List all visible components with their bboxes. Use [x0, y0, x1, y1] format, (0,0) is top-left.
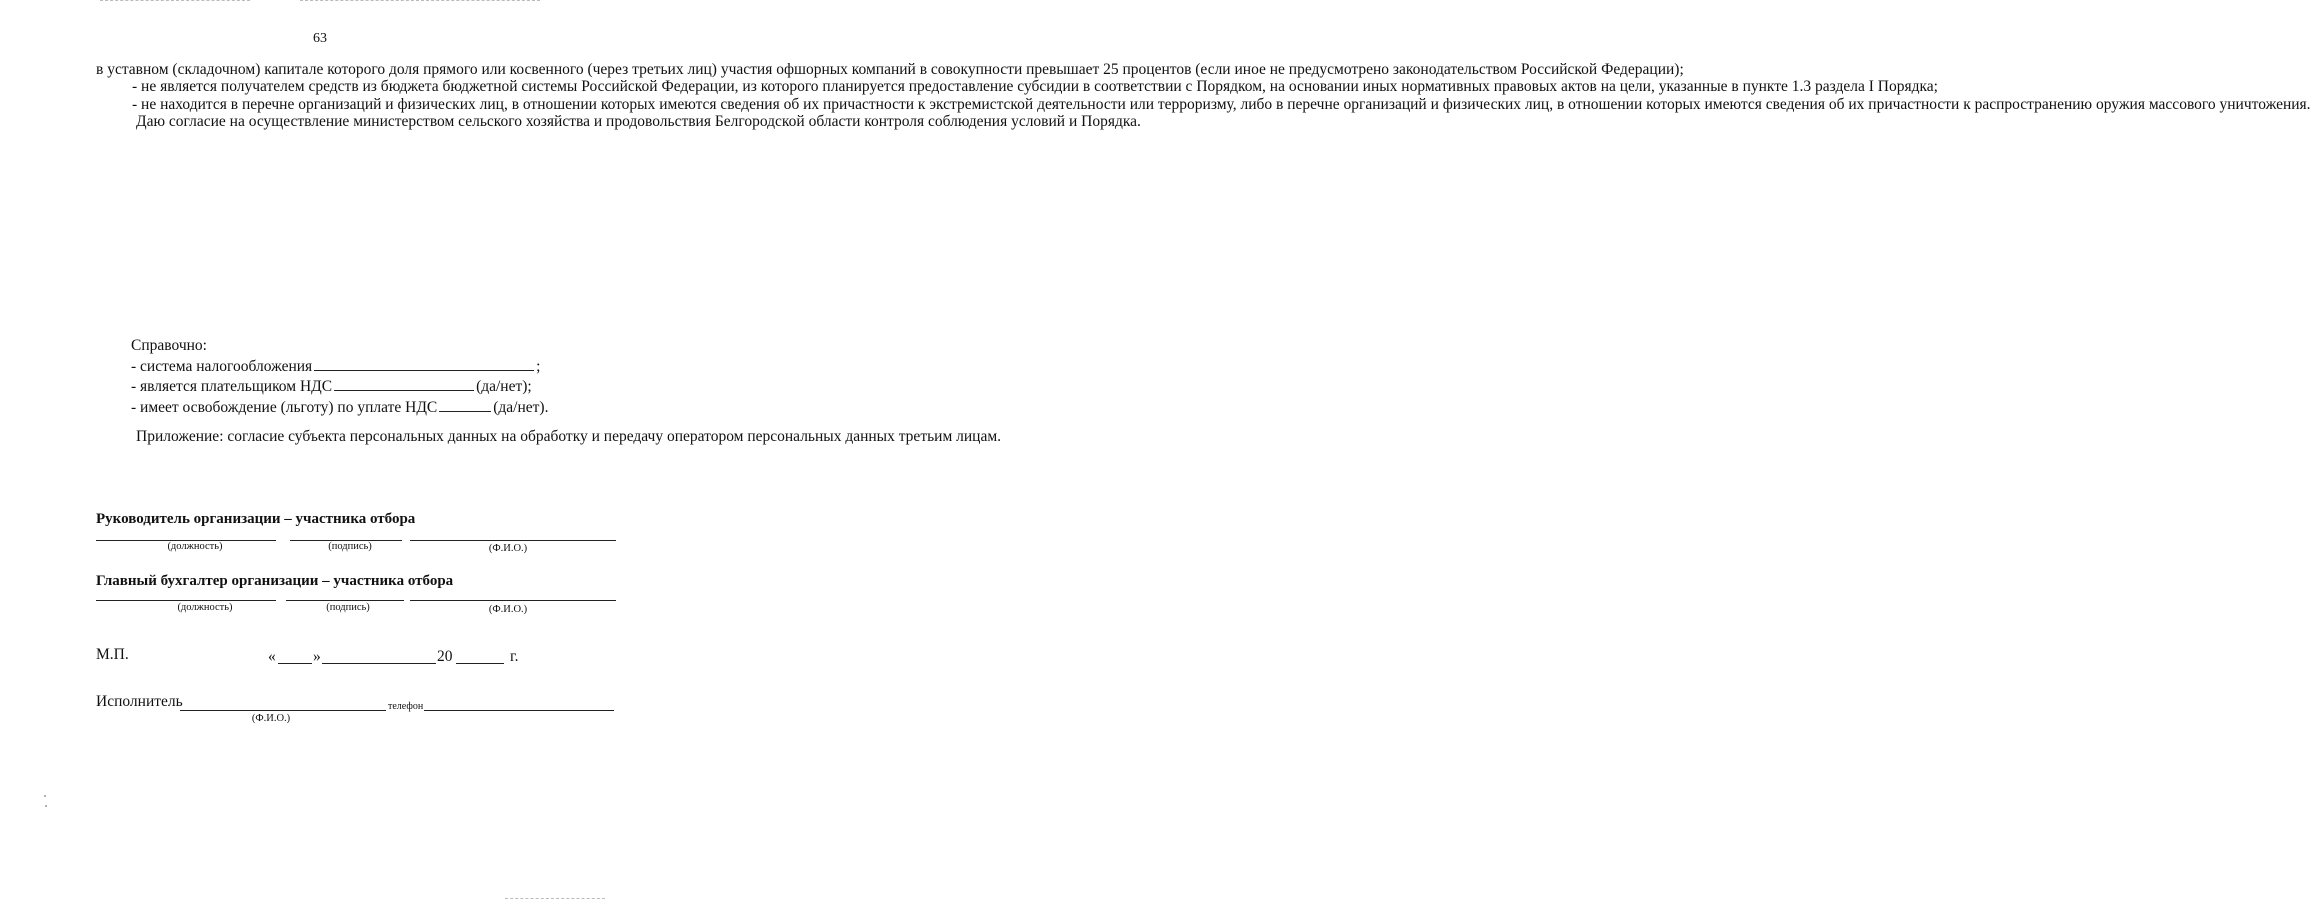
accountant-fio-line[interactable] — [410, 600, 616, 601]
tax-system-field[interactable] — [314, 356, 534, 371]
quote-close: » — [313, 648, 321, 665]
vat-payer-row: - является плательщиком НДС (да/нет); — [131, 378, 532, 396]
head-signature-caption: (подпись) — [328, 541, 372, 552]
date-year-field[interactable] — [456, 663, 504, 664]
vat-exempt-field[interactable] — [439, 397, 491, 412]
scan-edge-mark — [505, 898, 605, 899]
phone-label: телефон — [388, 701, 424, 712]
paragraph: Даю согласие на осуществление министерством сельского хозяйства и продовольствия Белгородской области контроля соблюдения условий и Порядка. — [136, 113, 1141, 131]
accountant-signature-caption: (подпись) — [326, 602, 370, 613]
tax-system-row: - система налогообложения ; — [131, 357, 541, 375]
executor-fio-line[interactable] — [180, 710, 386, 711]
date-day-field[interactable] — [278, 663, 312, 664]
scan-speck — [44, 795, 46, 797]
head-title: Руководитель организации – участника отбора — [96, 511, 416, 527]
vat-payer-field[interactable] — [334, 376, 474, 391]
page-number: 63 — [313, 31, 327, 46]
accountant-position-caption: (должность) — [177, 602, 233, 613]
paragraph: - не является получателем средств из бюджета бюджетной системы Российской Федерации, из которого планируется предоставление субсидии в соответствии с Порядком, на основании иных нормативных правовых актов на цели, указанные в пункте 1.3 раздела I Порядка; — [132, 78, 1938, 96]
year-prefix: 20 — [437, 648, 453, 665]
vat-exempt-row: - имеет освобождение (льготу) по уплате НДС (да/нет). — [131, 398, 549, 416]
head-position-caption: (должность) — [167, 541, 223, 552]
paragraph: - не находится в перечне организаций и физических лиц, в отношении которых имеются сведения об их причастности к экстремистской деятельности или терроризму, либо в перечне организаций и физических лиц, в отношении которых имеются сведения об их причастности к распространению оружия массового уничтожения. — [132, 95, 2311, 113]
accountant-signature-line[interactable] — [286, 600, 404, 601]
stamp-label: М.П. — [96, 646, 129, 663]
paragraph: в уставном (складочном) капитале которого доля прямого или косвенного (через третьих лиц) участия офшорных компаний в совокупности превышает 25 процентов (если иное не предусмотрено законодательством Российской Федерации); — [96, 61, 1684, 78]
year-suffix: г. — [510, 648, 519, 665]
scan-speck — [45, 805, 47, 807]
scan-edge-mark — [100, 0, 250, 1]
scan-edge-mark — [300, 0, 540, 1]
main-text — [96, 61, 2311, 131]
accountant-title: Главный бухгалтер организации – участника отбора — [96, 573, 454, 589]
appendix — [96, 428, 1002, 445]
reference-block — [131, 337, 611, 417]
reference-title: Справочно: — [131, 337, 207, 354]
executor-fio-caption: (Ф.И.О.) — [251, 713, 291, 724]
quote-open: « — [268, 648, 276, 665]
appendix-text: Приложение: согласие субъекта персональных данных на обработку и передачу оператором персональных данных третьим лицам. — [136, 428, 1002, 445]
accountant-fio-caption: (Ф.И.О.) — [488, 604, 528, 615]
executor-label: Исполнитель — [96, 693, 183, 710]
head-fio-line[interactable] — [410, 540, 616, 541]
head-fio-caption: (Ф.И.О.) — [488, 543, 528, 554]
phone-line[interactable] — [424, 710, 614, 711]
date-month-field[interactable] — [322, 663, 436, 664]
accountant-position-line[interactable] — [96, 600, 276, 601]
